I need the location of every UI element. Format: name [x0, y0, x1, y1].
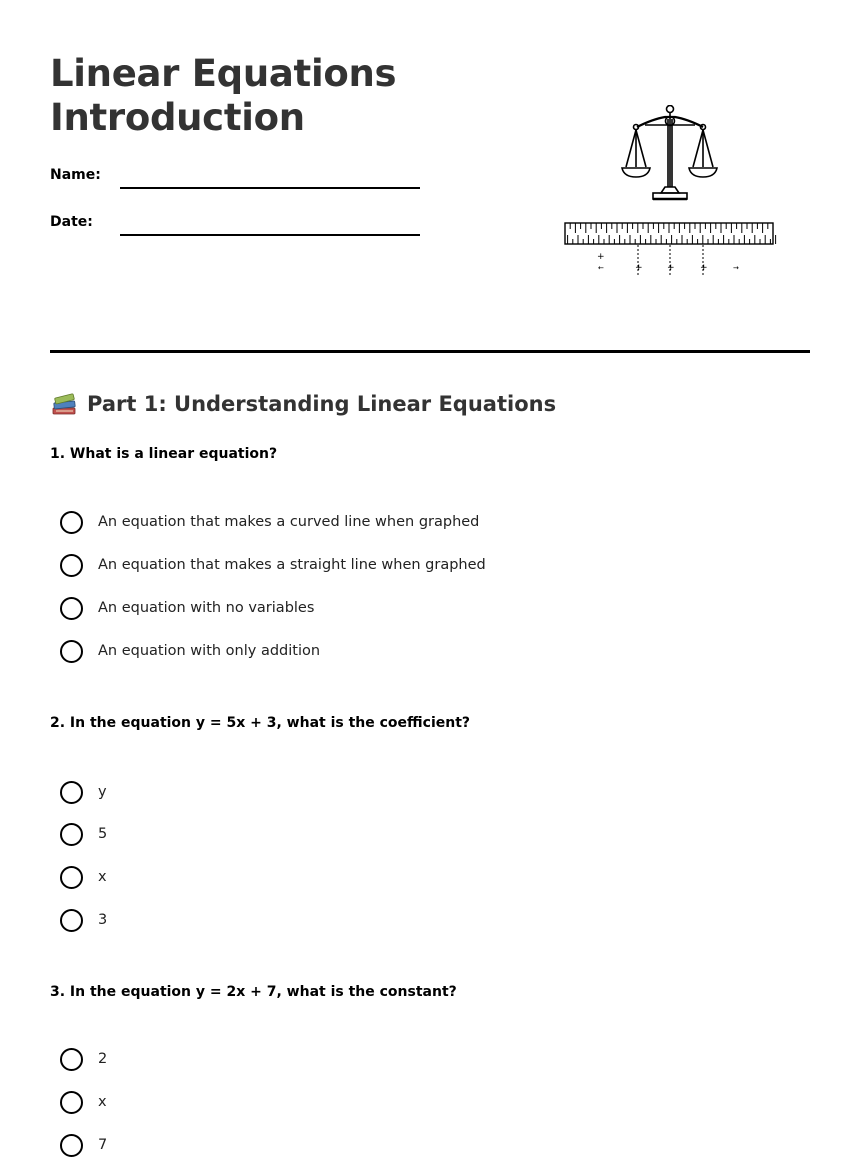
date-field[interactable]	[120, 234, 420, 236]
radio-button[interactable]	[60, 640, 83, 663]
option-label: 2	[98, 1051, 108, 1067]
question-1: 1. What is a linear equation?	[50, 446, 278, 462]
q1-option-a[interactable]	[60, 510, 479, 534]
q1-option-b[interactable]	[60, 553, 486, 577]
option-label: An equation that makes a straight line when graphed	[98, 557, 486, 573]
date-label: Date:	[50, 214, 93, 230]
question-2: 2. In the equation y = 5x + 3, what is the coefficient?	[50, 715, 471, 731]
operation-marks-icon	[597, 245, 739, 277]
svg-text:+: +	[635, 263, 643, 273]
q2-option-c[interactable]	[60, 865, 107, 889]
balance-scale-number-line-illustration	[555, 105, 785, 285]
radio-button[interactable]	[60, 823, 83, 846]
svg-text:→: →	[733, 264, 739, 272]
q3-option-b[interactable]	[60, 1090, 107, 1114]
title-line-1: Linear Equations	[50, 52, 397, 95]
name-field[interactable]	[120, 187, 420, 189]
radio-button[interactable]	[60, 511, 83, 534]
q1-option-c[interactable]	[60, 596, 314, 620]
q3-option-a[interactable]	[60, 1047, 107, 1071]
option-label: An equation with only addition	[98, 643, 321, 659]
radio-button[interactable]	[60, 554, 83, 577]
balance-scale-icon	[622, 106, 717, 200]
q2-option-b[interactable]	[60, 822, 107, 846]
question-3: 3. In the equation y = 2x + 7, what is the constant?	[50, 984, 457, 1000]
radio-button[interactable]	[60, 909, 83, 932]
header-divider	[50, 350, 810, 353]
title-line-2: Introduction	[50, 96, 305, 139]
radio-button[interactable]	[60, 1091, 83, 1114]
q2-option-a[interactable]	[60, 780, 107, 804]
option-label: y	[98, 784, 107, 800]
option-label: 5	[98, 826, 108, 842]
part-1-heading	[50, 389, 556, 419]
svg-text:+: +	[667, 263, 675, 273]
radio-button[interactable]	[60, 1048, 83, 1071]
svg-text:+: +	[700, 263, 708, 273]
radio-button[interactable]	[60, 1134, 83, 1157]
part-1-heading-text: Part 1: Understanding Linear Equations	[87, 392, 557, 416]
svg-text:←: ←	[598, 264, 604, 272]
option-label: x	[98, 869, 107, 885]
q1-option-d[interactable]	[60, 639, 320, 663]
radio-button[interactable]	[60, 597, 83, 620]
name-label: Name:	[50, 167, 101, 183]
option-label: An equation that makes a curved line when graphed	[98, 514, 480, 530]
option-label: An equation with no variables	[98, 600, 315, 616]
svg-text:+: +	[597, 252, 605, 262]
option-label: 7	[98, 1137, 108, 1153]
worksheet-title	[50, 52, 396, 140]
radio-button[interactable]	[60, 781, 83, 804]
q3-option-c[interactable]	[60, 1133, 107, 1157]
books-icon	[50, 390, 78, 418]
option-label: x	[98, 1094, 107, 1110]
option-label: 3	[98, 912, 108, 928]
radio-button[interactable]	[60, 866, 83, 889]
q2-option-d[interactable]	[60, 908, 107, 932]
